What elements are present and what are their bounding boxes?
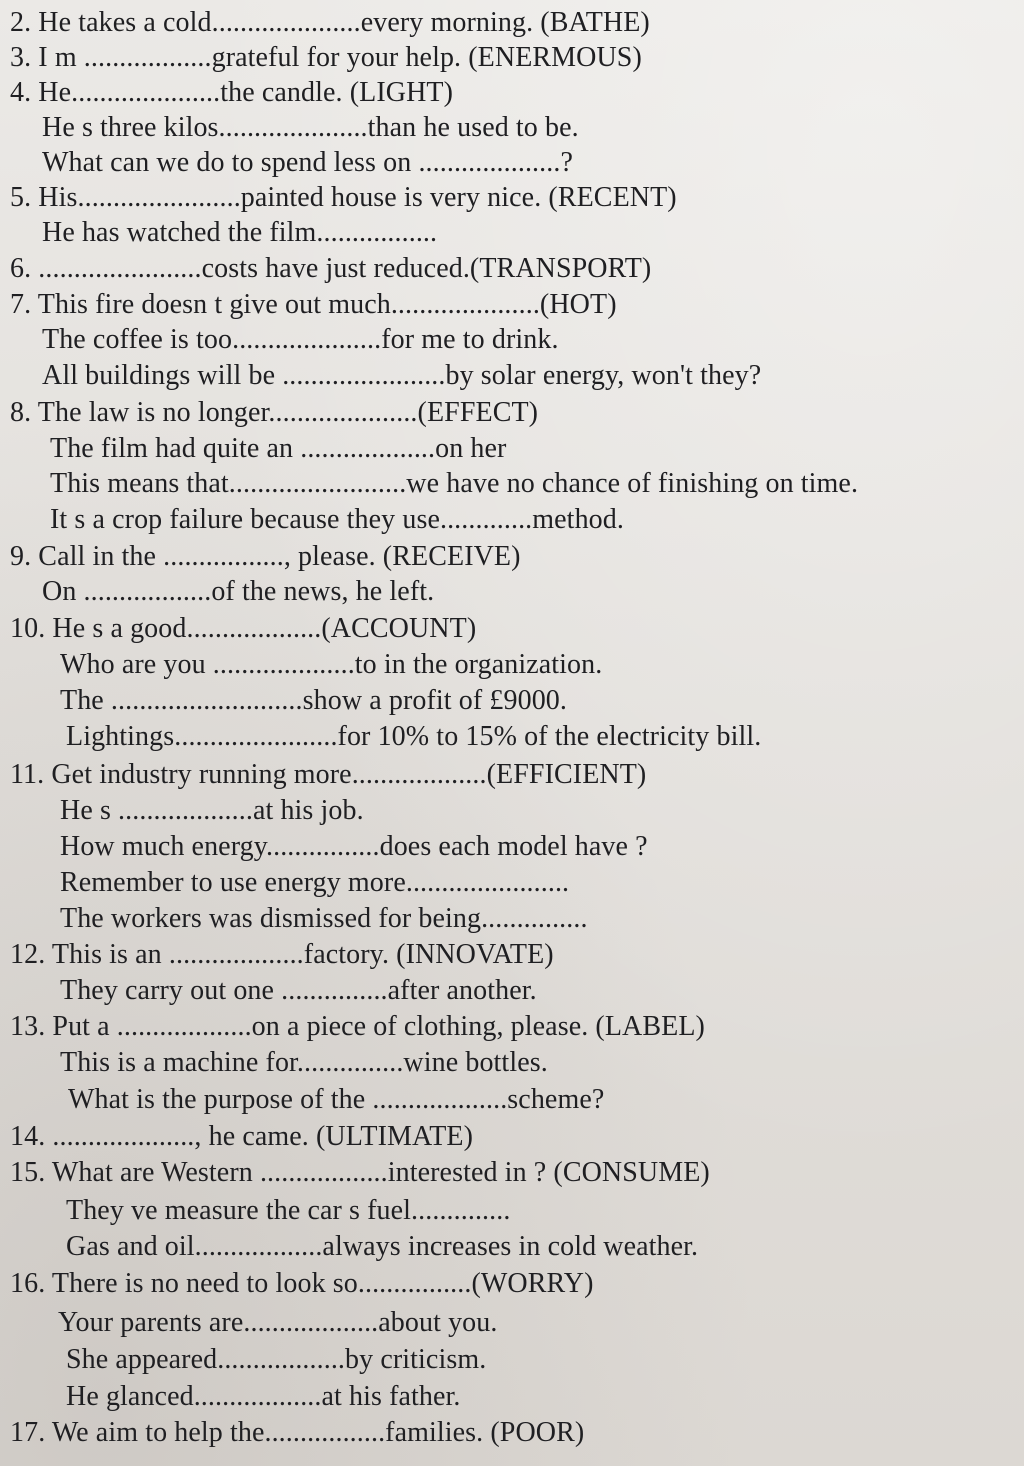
exercise-line-11-sub-1: He s ...................at his job. <box>60 795 364 826</box>
exercise-line-15: 15. What are Western ..................interested in ? (CONSUME) <box>10 1157 710 1188</box>
exercise-line-12-sub-1: They carry out one ...............after another. <box>60 975 537 1006</box>
exercise-line-14: 14. ...................., he came. (ULTIMATE) <box>10 1121 474 1152</box>
exercise-line-8-sub-3: It s a crop failure because they use.............method. <box>50 504 624 535</box>
exercise-line-8-sub-2: This means that.........................we have no chance of finishing on time. <box>50 468 859 499</box>
exercise-line-12: 12. This is an ...................factory. (INNOVATE) <box>10 939 554 970</box>
exercise-line-4-sub-2: What can we do to spend less on ....................? <box>42 147 573 178</box>
exercise-line-10-sub-1: Who are you ....................to in the organization. <box>60 649 603 680</box>
exercise-line-11: 11. Get industry running more...................(EFFICIENT) <box>10 759 647 790</box>
exercise-line-4: 4. He.....................the candle. (LIGHT) <box>10 77 454 108</box>
exercise-line-3: 3. I m ..................grateful for your help. (ENERMOUS) <box>10 42 642 73</box>
exercise-line-15-sub-1: They ve measure the car s fuel.............. <box>66 1195 511 1226</box>
exercise-line-11-sub-2: How much energy................does each model have ? <box>60 831 648 862</box>
exercise-line-11-sub-3: Remember to use energy more....................... <box>60 867 570 898</box>
exercise-line-10-sub-2: The ...........................show a profit of £9000. <box>60 685 568 716</box>
exercise-line-16-sub-2: She appeared..................by criticism. <box>66 1344 487 1375</box>
exercise-line-8: 8. The law is no longer.....................(EFFECT) <box>10 397 539 428</box>
exercise-line-5-sub-1: He has watched the film................. <box>42 217 438 248</box>
exercise-line-7-sub-1: The coffee is too.....................for me to drink. <box>42 324 559 355</box>
exercise-line-8-sub-1: The film had quite an ...................on her <box>50 433 507 464</box>
exercise-line-2: 2. He takes a cold.....................every morning. (BATHE) <box>10 7 650 38</box>
exercise-line-5: 5. His.......................painted house is very nice. (RECENT) <box>10 182 677 213</box>
exercise-line-4-sub-1: He s three kilos.....................than he used to be. <box>42 112 579 143</box>
exercise-line-17: 17. We aim to help the.................families. (POOR) <box>10 1417 585 1448</box>
exercise-line-16: 16. There is no need to look so................(WORRY) <box>10 1268 594 1299</box>
exercise-line-7: 7. This fire doesn t give out much.....................(HOT) <box>10 289 617 320</box>
exercise-line-10: 10. He s a good...................(ACCOUNT) <box>10 613 477 644</box>
exercise-line-9-sub-1: On ..................of the news, he left. <box>42 576 435 607</box>
exercise-line-7-sub-2: All buildings will be .......................by solar energy, won't they? <box>42 360 762 391</box>
exercise-line-16-sub-1: Your parents are...................about you. <box>58 1307 498 1338</box>
exercise-line-13-sub-1: This is a machine for...............wine bottles. <box>60 1047 548 1078</box>
exercise-line-11-sub-4: The workers was dismissed for being............... <box>60 903 588 934</box>
exercise-line-9: 9. Call in the ................., please. (RECEIVE) <box>10 541 521 572</box>
exercise-line-13-sub-2: What is the purpose of the ...................scheme? <box>68 1084 605 1115</box>
exercise-line-16-sub-3: He glanced..................at his father. <box>66 1381 461 1412</box>
exercise-line-10-sub-3: Lightings.......................for 10% to 15% of the electricity bill. <box>66 721 762 752</box>
exercise-line-6: 6. .......................costs have just reduced.(TRANSPORT) <box>10 253 652 284</box>
exercise-line-13: 13. Put a ...................on a piece of clothing, please. (LABEL) <box>10 1011 705 1042</box>
exercise-line-15-sub-2: Gas and oil..................always increases in cold weather. <box>66 1231 699 1262</box>
